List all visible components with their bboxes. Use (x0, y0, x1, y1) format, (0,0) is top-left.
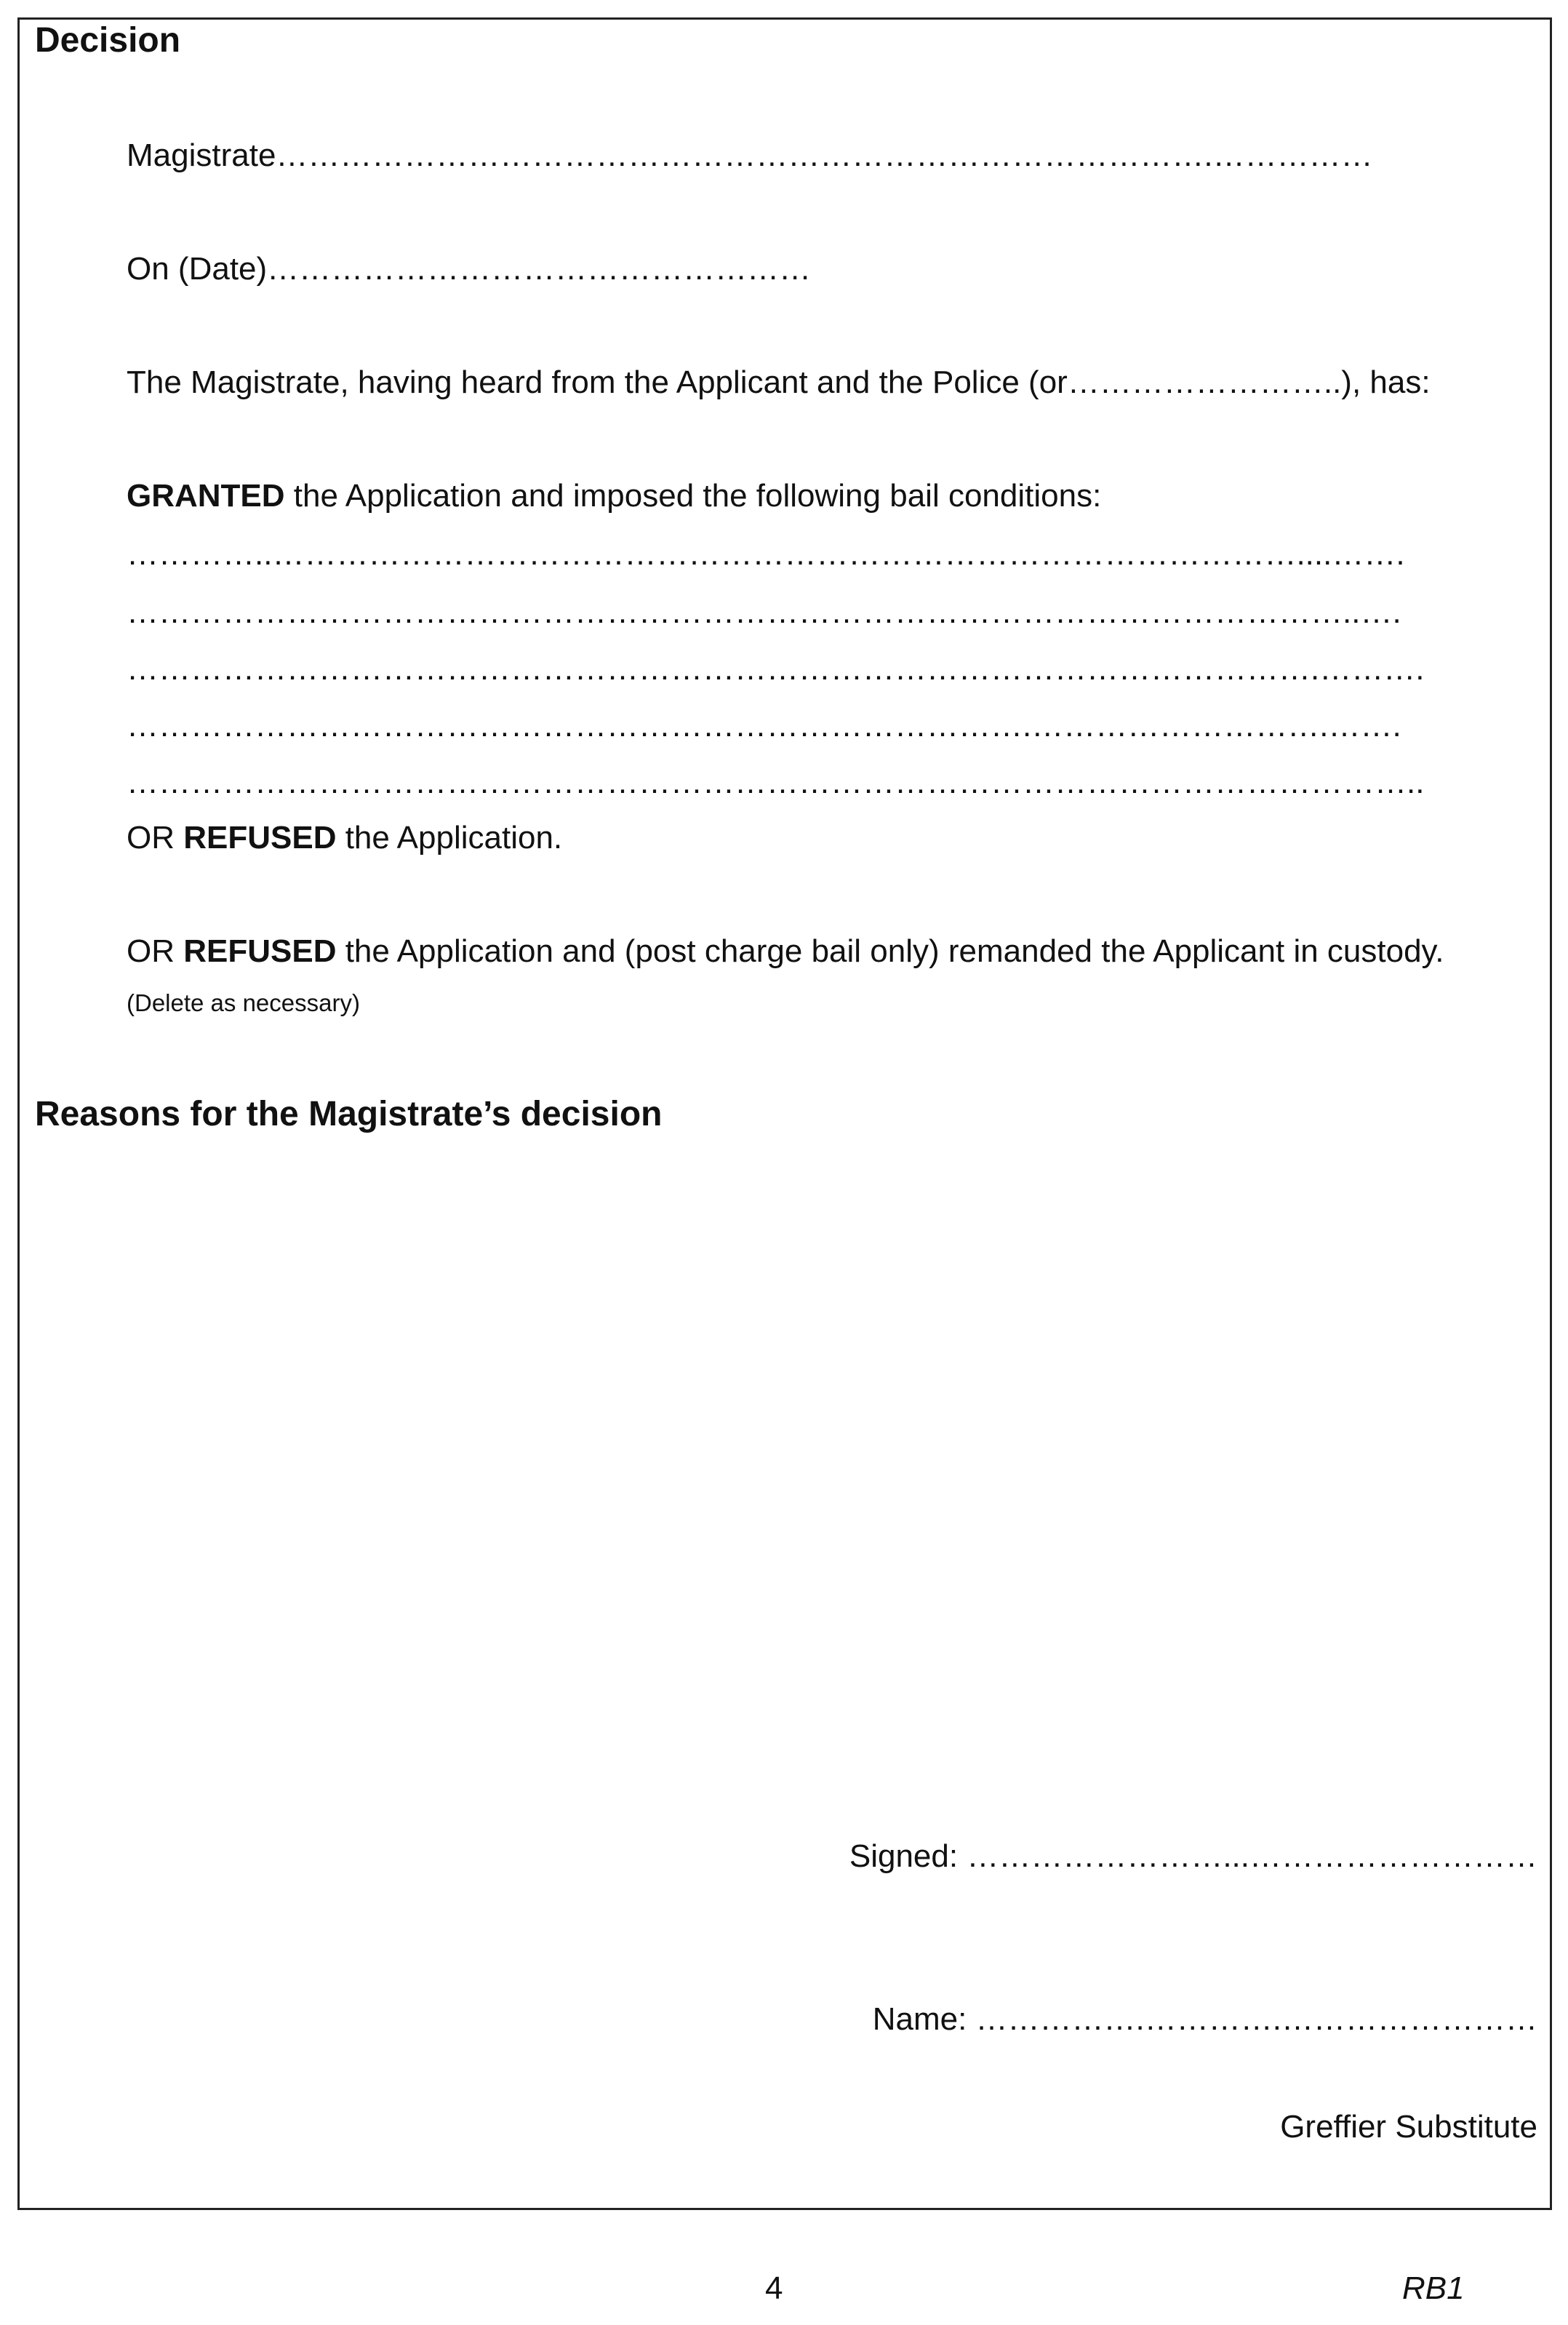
page-number: 4 (765, 2270, 783, 2306)
signed-dots: ……………………...……………………… (967, 1838, 1537, 1874)
heard-statement (127, 364, 1431, 400)
granted-rest: the Application and imposed the following bail conditions: (284, 478, 1102, 514)
refused-bold: REFUSED (183, 820, 337, 856)
name-field[interactable] (873, 2003, 1537, 2035)
heard-other-dots[interactable]: …………………….. (1067, 364, 1342, 400)
form-code: RB1 (1402, 2270, 1465, 2306)
delete-note: (Delete as necessary) (127, 989, 360, 1016)
refused-rest: the Application. (336, 820, 563, 856)
condition-line[interactable]: ………………………………………………………………………….……………………….……. (127, 710, 1401, 742)
condition-line[interactable]: ………………………………………………………………………………………………………….. (127, 767, 1425, 799)
date-label: On (Date) (127, 251, 268, 287)
signed-label: Signed: (849, 1838, 959, 1874)
refused-remand-bold: REFUSED (183, 933, 337, 969)
decision-heading: Decision (35, 21, 181, 60)
refused-remand-prefix: OR (127, 933, 184, 969)
date-dots: …………………………………………… (267, 251, 812, 287)
refused-remand-rest: the Application and (post charge bail only) remanded the Applicant in custody. (336, 933, 1444, 969)
signatory-role: Greffier Substitute (1280, 2109, 1537, 2145)
date-field[interactable] (127, 253, 811, 285)
condition-line[interactable]: ……………………………………………………………………………………………………..…. (127, 597, 1401, 629)
signed-field[interactable] (849, 1838, 1537, 1874)
refused-prefix: OR (127, 820, 184, 856)
granted-option[interactable] (127, 480, 1101, 512)
condition-line[interactable]: …………..……………………………………………………………………………………....……. (127, 538, 1405, 570)
heard-prefix: The Magistrate, having heard from the Applicant and the Police (or (127, 364, 1068, 400)
refused-remand-option[interactable] (127, 933, 1444, 969)
magistrate-label: Magistrate (127, 137, 276, 173)
name-label: Name: (872, 2001, 967, 2037)
magistrate-field[interactable] (127, 137, 1373, 173)
name-dots: …………….………….…………………… (975, 2001, 1537, 2037)
heard-suffix: ), has: (1341, 364, 1431, 400)
condition-line[interactable]: ………………………………………………………………………………………………….………. (127, 653, 1425, 685)
refused-option[interactable] (127, 822, 562, 854)
reasons-heading: Reasons for the Magistrate’s decision (35, 1095, 663, 1133)
reasons-area[interactable] (35, 1157, 1519, 1797)
granted-bold: GRANTED (127, 478, 285, 514)
magistrate-dots: …………………………………………………………………………….…………… (276, 137, 1373, 173)
